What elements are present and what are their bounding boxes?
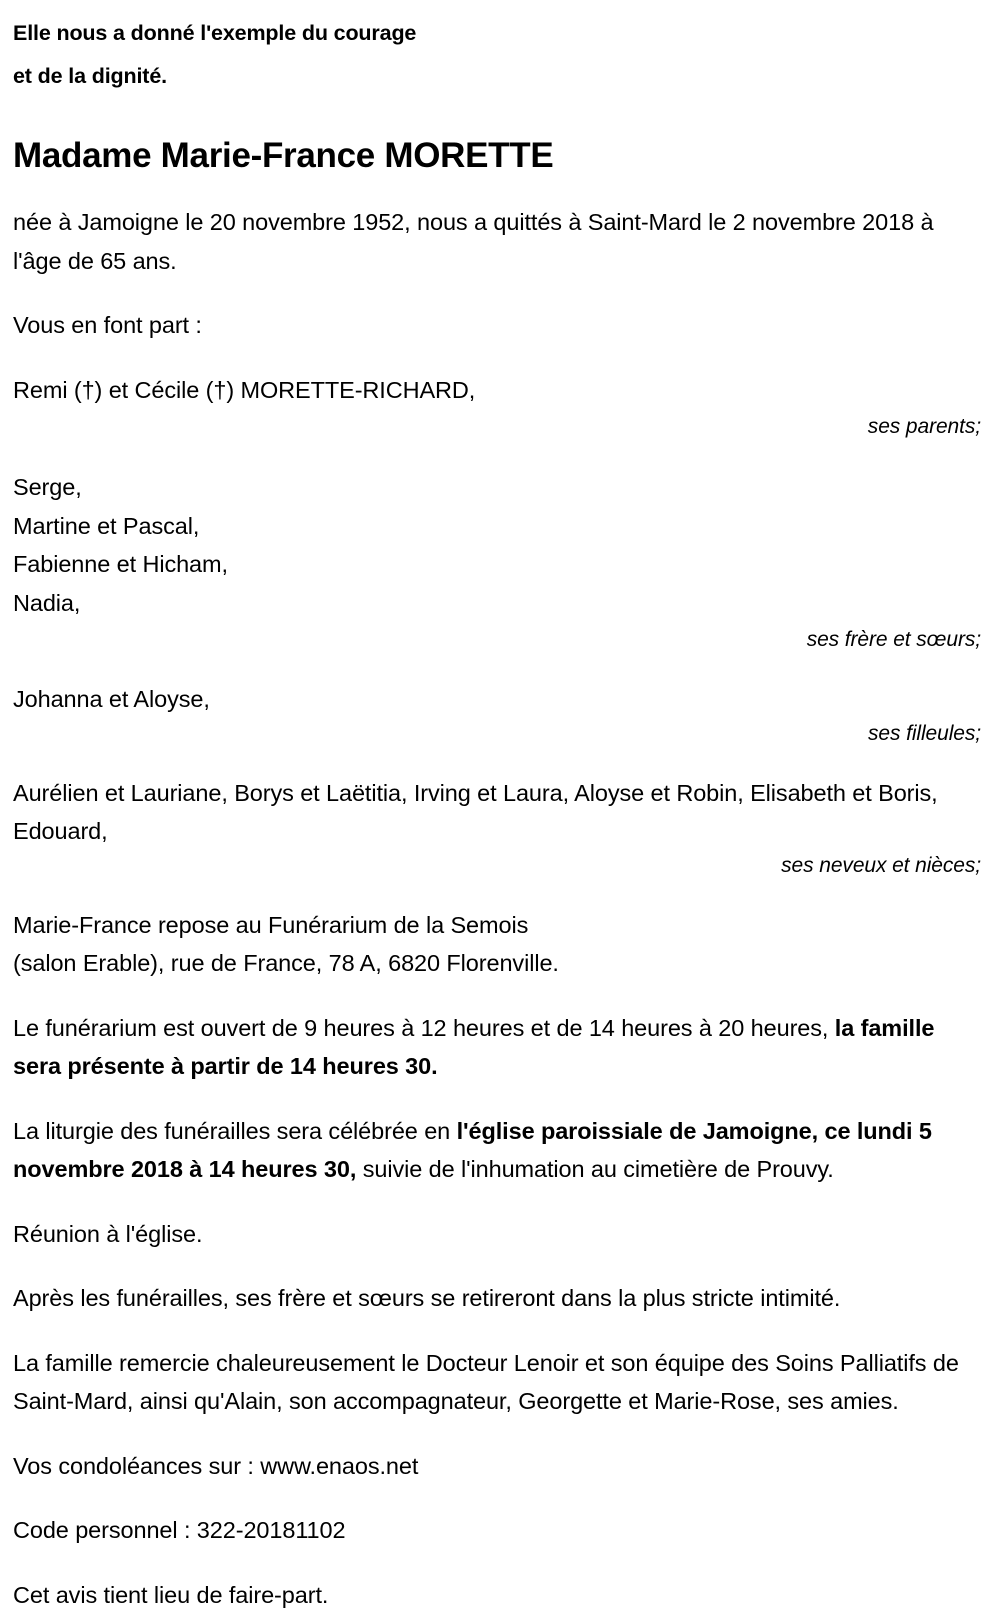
goddaughters-names: Johanna et Aloyse, [13,680,963,719]
visiting-hours-highlight: la famille sera présente à partir de 14 heures 30. [13,1015,934,1080]
gathering-notice: Réunion à l'église. [13,1215,963,1254]
sibling-name: Fabienne et Hicham, [13,545,990,584]
visiting-hours-prefix: Le funérarium est ouvert de 9 heures à 12 heures et de 14 heures à 20 heures, [13,1015,828,1041]
liturgy-highlight: l'église paroissiale de Jamoigne, ce lundi 5 novembre 2018 à 14 heures 30, [13,1118,932,1183]
thanks-message: La famille remercie chaleureusement le Docteur Lenoir et son équipe des Soins Palliatifs de Saint-Mard, ainsi qu'Alain, son accompagnateur, Georgette et Marie-Rose, ses amies. [13,1344,963,1421]
relation-nephews-nieces: ses neveux et nièces; [776,848,990,884]
funeral-home-line-1: Marie-France repose au Funérarium de la Semois [13,912,528,938]
footer-notice: Cet avis tient lieu de faire-part. [13,1576,963,1614]
privacy-notice: Après les funérailles, ses frère et sœurs se retireront dans la plus stricte intimité. [13,1279,963,1318]
relation-goddaughters: ses filleules; [13,716,990,752]
liturgy-prefix: La liturgie des funérailles sera célébrée en [13,1118,450,1144]
condolences-link[interactable]: Vos condoléances sur : www.enaos.net [13,1447,963,1486]
funeral-home-location [13,906,963,983]
epitaph-line-2: et de la dignité. [13,55,990,98]
nephews-nieces-names: Aurélien et Lauriane, Borys et Laëtitia, Irving et Laura, Aloyse et Robin, Elisabeth et Boris, Edouard, [13,774,963,851]
liturgy-details [13,1112,963,1189]
sibling-name: Nadia, [13,584,990,623]
birth-death-details: née à Jamoigne le 20 novembre 1952, nous a quittés à Saint-Mard le 2 novembre 2018 à l'âge de 65 ans. [13,203,963,280]
funeral-home-line-2: (salon Erable), rue de France, 78 A, 6820 Florenville. [13,950,559,976]
liturgy-suffix: suivie de l'inhumation au cimetière de Prouvy. [363,1156,834,1182]
personal-code: Code personnel : 322-20181102 [13,1511,963,1550]
sibling-name: Serge, [13,468,990,507]
siblings-names [13,468,990,622]
visiting-hours [13,1009,963,1086]
epitaph-line-1: Elle nous a donné l'exemple du courage [13,12,990,55]
announcement-intro: Vous en font part : [13,306,963,345]
relation-parents: ses parents; [13,409,990,445]
parents-names: Remi (†) et Cécile (†) MORETTE-RICHARD, [13,371,963,410]
sibling-name: Martine et Pascal, [13,507,990,546]
relation-siblings: ses frère et sœurs; [13,622,990,658]
deceased-name: Madame Marie-France MORETTE [13,135,990,177]
